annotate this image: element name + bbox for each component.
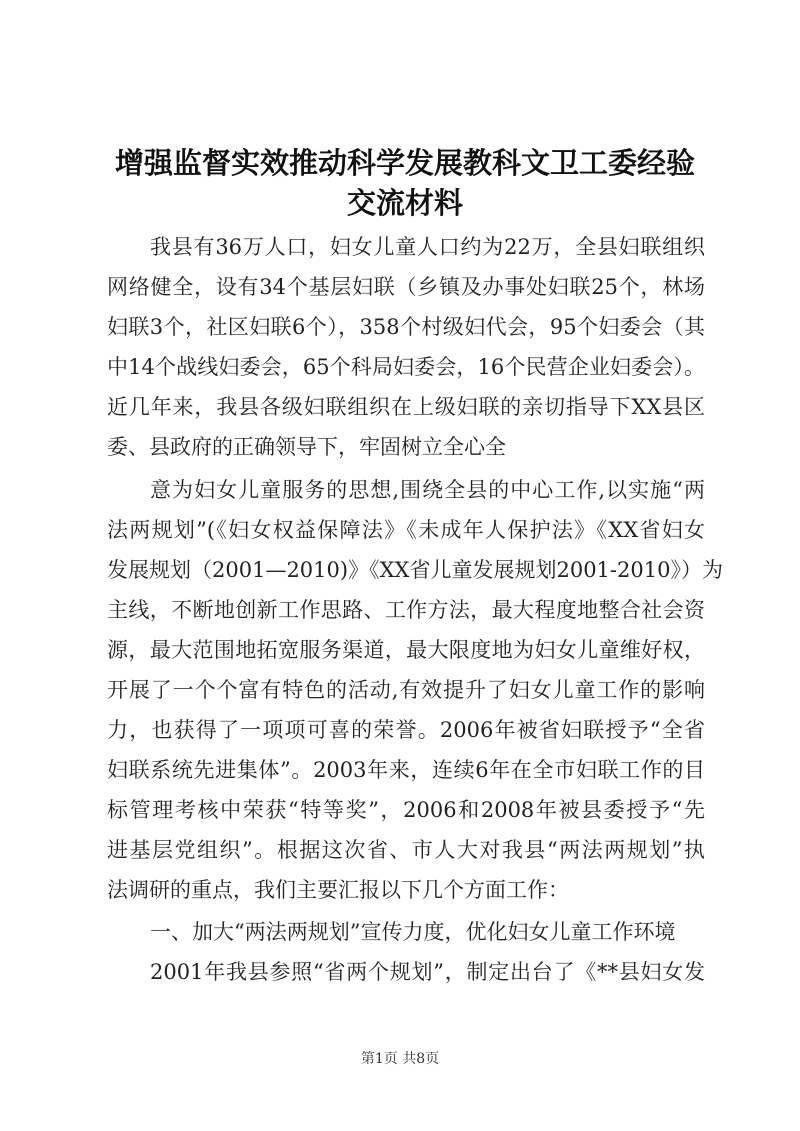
- text-line: 近几年来，我县各级妇联组织在上级妇联的亲切指导下XX县区: [107, 395, 705, 419]
- section-heading: 一、加大“两法两规划”宣传力度，优化妇女儿童工作环境: [150, 920, 676, 944]
- text-line: 妇联3个，社区妇联6个），358个村级妇代会，95个妇委会（其: [107, 315, 705, 339]
- text-line: 我县有36万人口，妇女儿童人口约为22万，全县妇联组织: [150, 235, 705, 259]
- text-line: 网络健全，设有34个基层妇联（乡镇及办事处妇联25个，林场: [107, 275, 705, 299]
- text-line: 2001年我县参照“省两个规划”，制定出台了《**县妇女发: [150, 960, 705, 984]
- text-line: 开展了一个个富有特色的活动,有效提升了妇女儿童工作的影响: [107, 678, 705, 702]
- text-line: 标管理考核中荣获“特等奖”，2006和2008年被县委授予“先: [107, 798, 705, 822]
- text-line: 意为妇女儿童服务的思想,围绕全县的中心工作,以实施“两: [150, 478, 705, 502]
- document-title-line-1: 增强监督实效推动科学发展教科文卫工委经验: [114, 146, 695, 180]
- text-line: 法调研的重点，我们主要汇报以下几个方面工作：: [107, 878, 569, 902]
- page-footer: 第1页 共8页: [360, 1051, 440, 1067]
- text-line: 进基层党组织”。根据这次省、市人大对我县“两法两规划”执: [107, 838, 705, 862]
- text-line: 法两规划”(《妇女权益保障法》《未成年人保护法》《XX省妇女: [107, 518, 705, 542]
- text-line: 力，也获得了一项项可喜的荣誉。2006年被省妇联授予“全省: [107, 718, 705, 742]
- text-line: 中14个战线妇委会，65个科局妇委会，16个民营企业妇委会）。: [107, 355, 705, 379]
- text-line: 妇联系统先进集体”。2003年来，连续6年在全市妇联工作的目: [107, 758, 705, 782]
- text-line: 主线，不断地创新工作思路、工作方法，最大程度地整合社会资: [107, 598, 705, 622]
- text-line: 源，最大范围地拓宽服务渠道，最大限度地为妇女儿童维好权，: [107, 638, 705, 662]
- document-title-line-2: 交流材料: [346, 186, 463, 220]
- text-line: 发展规划（2001—2010)》《XX省儿童发展规划2001-2010》）为: [107, 558, 723, 582]
- text-line: 委、县政府的正确领导下，牢固树立全心全: [107, 435, 506, 459]
